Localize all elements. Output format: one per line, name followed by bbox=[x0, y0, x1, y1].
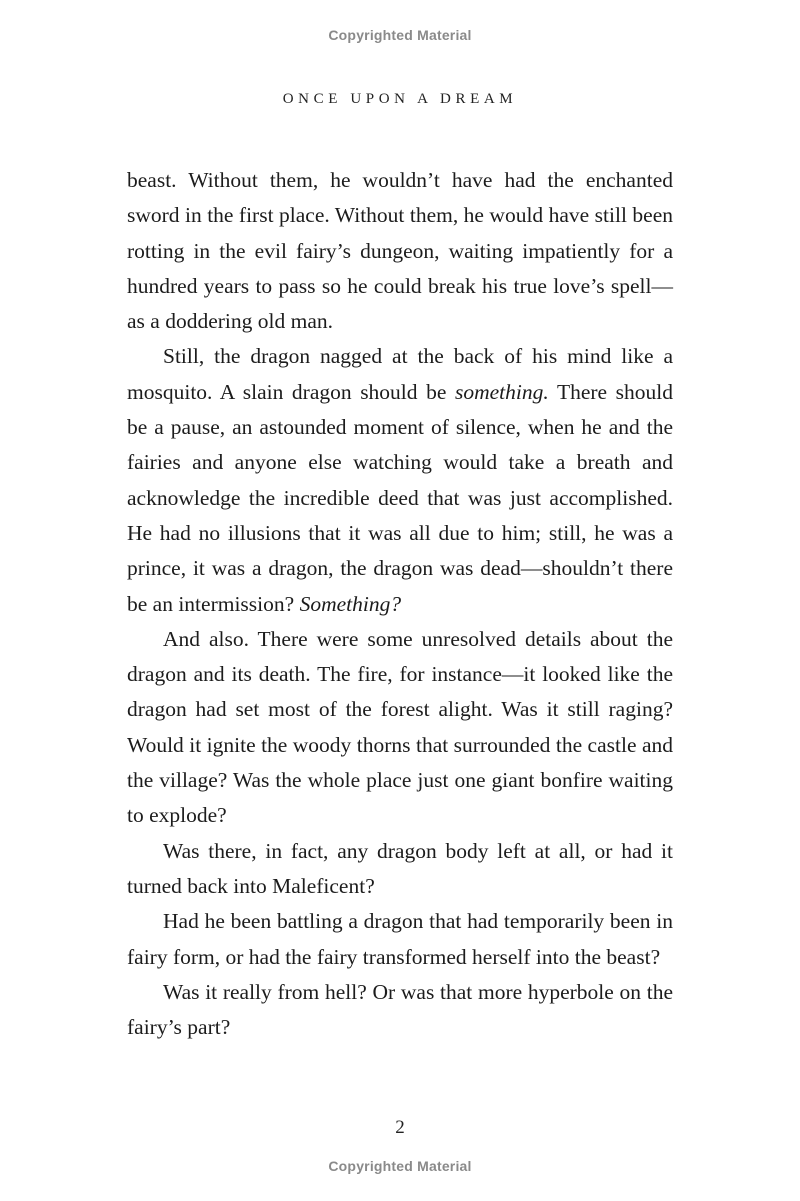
emphasis: something. bbox=[454, 379, 549, 404]
copyright-watermark-bottom: Copyrighted Material bbox=[328, 1158, 472, 1174]
paragraph bbox=[127, 339, 673, 621]
running-head: ONCE UPON A DREAM bbox=[282, 91, 518, 107]
paragraph-text: beast. Without them, he wouldn’t have had the enchanted sword in the first place. Without them, he would have still been rotting in the evil fairy’s dungeon, waiting impatiently for a hundred years to pass so he could break his true love’s spell—as a doddering old man. bbox=[127, 168, 673, 334]
paragraph bbox=[127, 975, 673, 1046]
body-text bbox=[127, 163, 673, 1045]
paragraph-text: Still, the dragon nagged at the back of his mind like a mosquito. A slain dragon should be bbox=[127, 344, 673, 404]
paragraph bbox=[127, 904, 673, 975]
paragraph-text: Was it really from hell? Or was that more hyperbole on the fairy’s part? bbox=[127, 979, 673, 1040]
paragraph bbox=[127, 834, 673, 905]
paragraph-text: Was there, in fact, any dragon body left at all, or had it turned back into Maleficent? bbox=[127, 838, 673, 898]
paragraph bbox=[127, 622, 673, 834]
paragraph-text: Had he been battling a dragon that had temporarily been in fairy form, or had the fairy transformed herself into the beast? bbox=[127, 909, 673, 969]
emphasis: Something? bbox=[299, 591, 402, 616]
paragraph-text: And also. There were some unresolved details about the dragon and its death. The fire, for instance—it looked like the dragon had set most of the forest alight. Was it still raging? Would it ignite the woody thorns that surrounded the castle and the village? Was the whole place just one giant bonfire waiting to explode? bbox=[127, 626, 673, 828]
page-number: 2 bbox=[395, 1117, 405, 1138]
paragraph bbox=[127, 163, 673, 339]
paragraph-text: There should be a pause, an astounded moment of silence, when he and the fairies and anyone else watching would take a breath and acknowledge the incredible deed that was just accomplished. He had no illusions that it was all due to him; still, he was a prince, it was a dragon, the dragon was dead—shouldn’t there be an intermission? bbox=[127, 379, 673, 616]
copyright-watermark-top: Copyrighted Material bbox=[328, 27, 472, 43]
